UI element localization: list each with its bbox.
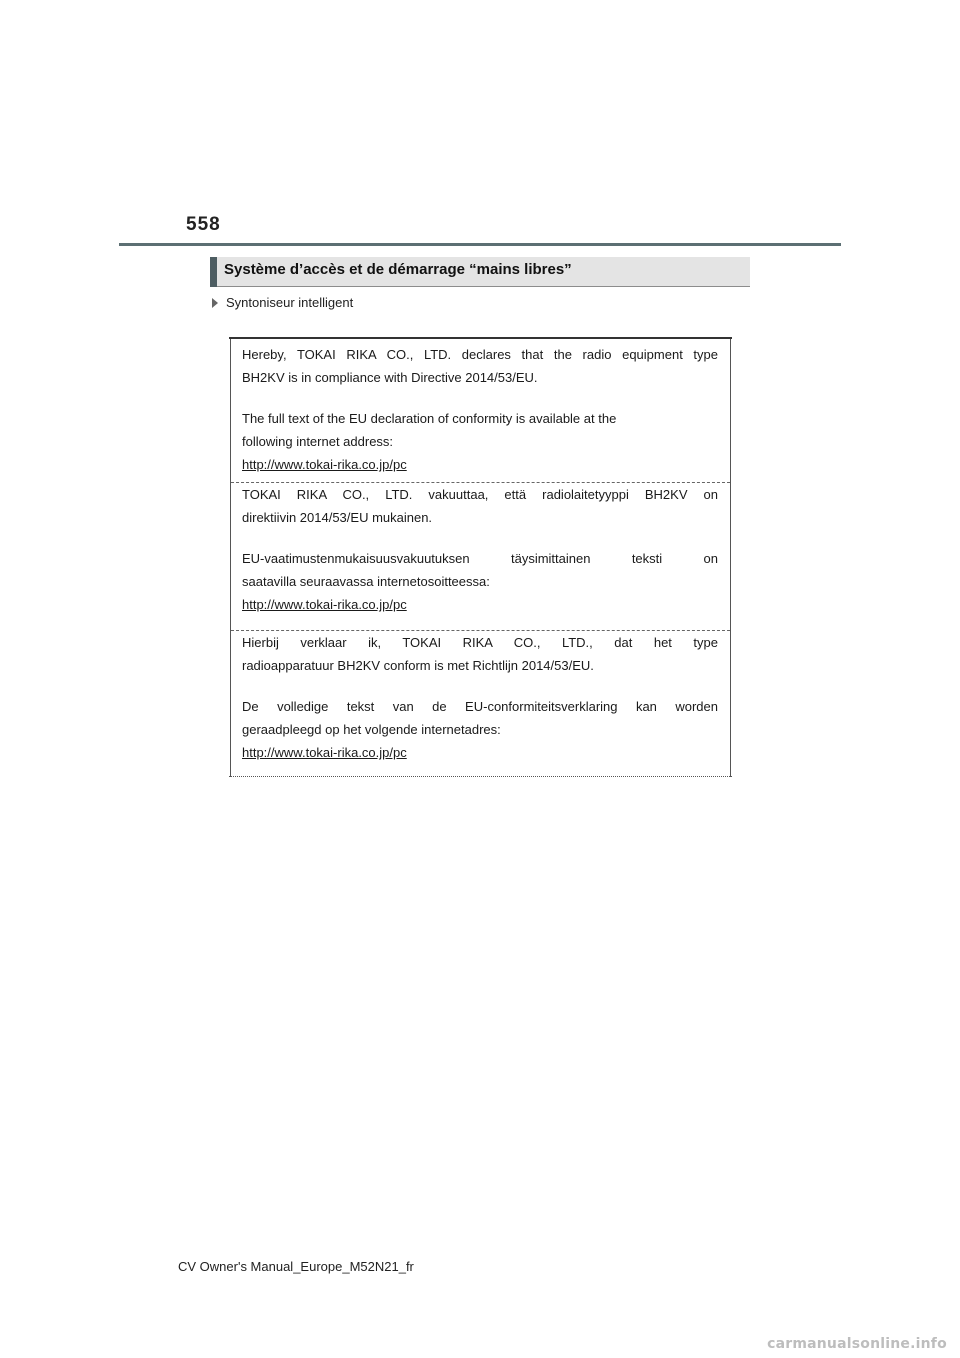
declaration-text: EU-vaatimustenmukaisuusvakuutuksen täysimittainen teksti on bbox=[242, 551, 718, 566]
section-title: Système d’accès et de démarrage “mains libres” bbox=[224, 261, 572, 278]
section-heading-marker bbox=[210, 257, 217, 287]
declaration-top-border bbox=[229, 337, 732, 339]
bullet-item bbox=[212, 295, 353, 310]
declaration-box bbox=[230, 337, 731, 777]
declaration-dutch bbox=[231, 630, 730, 764]
declaration-text: radioapparatuur BH2KV conform is met Richtlijn 2014/53/EU. bbox=[242, 658, 594, 673]
triangle-bullet-icon bbox=[212, 298, 218, 308]
header-rule bbox=[119, 243, 841, 246]
declaration-english bbox=[231, 343, 730, 476]
declaration-link[interactable]: http://www.tokai-rika.co.jp/pc bbox=[242, 457, 407, 472]
footer-text: CV Owner's Manual_Europe_M52N21_fr bbox=[178, 1259, 414, 1274]
declaration-text: TOKAI RIKA CO., LTD. vakuuttaa, että radiolaitetyyppi BH2KV on bbox=[242, 487, 718, 502]
declaration-text: saatavilla seuraavassa internetosoitteessa: bbox=[242, 574, 490, 589]
declaration-text: direktiivin 2014/53/EU mukainen. bbox=[242, 510, 433, 525]
watermark[interactable]: carmanualsonline.info bbox=[767, 1336, 947, 1352]
declaration-finnish bbox=[231, 482, 730, 616]
declaration-link[interactable]: http://www.tokai-rika.co.jp/pc bbox=[242, 745, 407, 760]
declaration-text: The full text of the EU declaration of conformity is available at the bbox=[242, 411, 617, 426]
declaration-text: Hereby, TOKAI RIKA CO., LTD. declares that the radio equipment type bbox=[242, 347, 718, 362]
declaration-text: following internet address: bbox=[242, 434, 394, 449]
declaration-link[interactable]: http://www.tokai-rika.co.jp/pc bbox=[242, 597, 407, 612]
declaration-text: De volledige tekst van de EU-conformiteitsverklaring kan worden bbox=[242, 699, 718, 714]
declaration-text: geraadpleegd op het volgende internetadres: bbox=[242, 722, 501, 737]
page-number: 558 bbox=[186, 214, 221, 235]
section-heading bbox=[210, 257, 750, 287]
declaration-text: BH2KV is in compliance with Directive 2014/53/EU. bbox=[242, 370, 538, 385]
declaration-text: Hierbij verklaar ik, TOKAI RIKA CO., LTD., dat het type bbox=[242, 635, 718, 650]
declaration-bottom-border bbox=[229, 776, 732, 777]
bullet-text: Syntoniseur intelligent bbox=[226, 295, 354, 310]
